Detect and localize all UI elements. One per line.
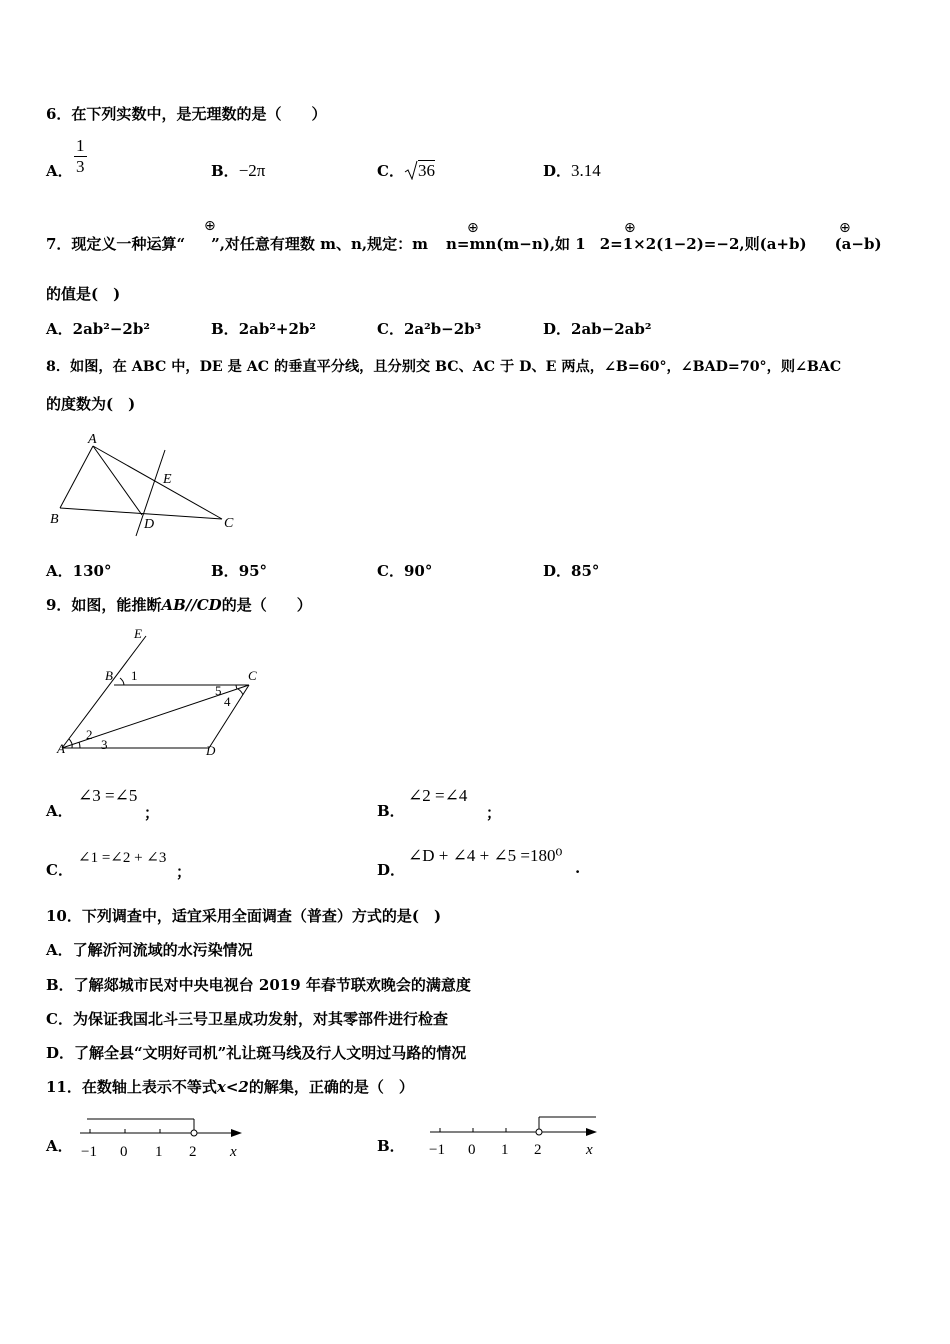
q6-stem: 6．在下列实数中，是无理数的是（ ） bbox=[46, 105, 327, 123]
q9-option-b-label: B． bbox=[377, 802, 405, 820]
q8-option-c-value: 90° bbox=[403, 562, 433, 580]
oplus-icon: ⊕ bbox=[204, 218, 216, 234]
q10-option-d[interactable]: D．了解全县“文明好司机”礼让斑马线及行人文明过马路的情况 bbox=[46, 1044, 467, 1062]
q8-option-a-value: 130° bbox=[72, 562, 112, 580]
q7-option-a[interactable] bbox=[46, 318, 150, 339]
q9-stem-math: AB//CD bbox=[161, 596, 222, 614]
q6-option-a[interactable] bbox=[46, 160, 73, 181]
q7-stem bbox=[46, 233, 882, 254]
point-label-d: D bbox=[206, 743, 216, 758]
point-label-a: A bbox=[57, 741, 65, 756]
q7-stem-part5: (a−b) bbox=[834, 235, 882, 253]
q6-option-a-label: A． bbox=[46, 162, 73, 180]
tick-label-neg1: −1 bbox=[429, 1142, 445, 1158]
q6-option-c[interactable] bbox=[377, 160, 435, 181]
q7-option-d[interactable] bbox=[543, 318, 651, 339]
q10-option-a[interactable]: A．了解沂河流域的水污染情况 bbox=[46, 941, 253, 959]
q8-option-b-value: 95° bbox=[238, 562, 268, 580]
q7-option-d-label: D． bbox=[543, 320, 572, 338]
q9-parallelogram-figure bbox=[46, 628, 266, 760]
oplus-icon: ⊕ bbox=[839, 220, 851, 236]
q11-option-a-label: A． bbox=[46, 1137, 73, 1155]
axis-variable-label: x bbox=[230, 1144, 237, 1160]
q9-stem-pre: 9．如图，能推断 bbox=[46, 596, 162, 614]
q7-option-c-value: 2a²b−2b³ bbox=[403, 320, 482, 338]
q9-stem-post: 的是（ ） bbox=[221, 596, 312, 614]
angle-label-3: 3 bbox=[101, 737, 108, 752]
q7-stem-part4: 2=1×2(1−2)=−2,则(a+b) bbox=[599, 235, 807, 253]
angle-label-5: 5 bbox=[215, 683, 222, 698]
q6-option-d-label: D． bbox=[543, 162, 572, 180]
q8-option-d[interactable] bbox=[543, 560, 599, 581]
q8-option-a[interactable] bbox=[46, 560, 111, 581]
fraction-numerator: 1 bbox=[76, 136, 85, 155]
axis-variable-label: x bbox=[586, 1142, 593, 1158]
q7-stem-part1: 7．现定义一种运算“ bbox=[46, 235, 186, 253]
radicand: 36 bbox=[417, 161, 435, 180]
q8-option-b[interactable] bbox=[211, 560, 267, 581]
tick-label-2: 2 bbox=[534, 1142, 542, 1158]
q6-option-d[interactable] bbox=[543, 160, 601, 181]
q6-option-b[interactable] bbox=[211, 160, 265, 181]
q7-stem-line2: 的值是( ) bbox=[46, 285, 121, 303]
q6-option-d-value: 3.14 bbox=[571, 161, 601, 180]
q9-option-c[interactable] bbox=[46, 859, 73, 880]
oplus-icon: ⊕ bbox=[467, 220, 479, 236]
q11-stem-post: 的解集，正确的是（ ） bbox=[248, 1078, 414, 1096]
q9-option-b-value: ∠2 =∠4 bbox=[408, 786, 468, 805]
tick-label-1: 1 bbox=[501, 1142, 509, 1158]
q6-option-b-label: B． bbox=[211, 162, 239, 180]
q7-option-a-label: A． bbox=[46, 320, 73, 338]
q6-option-b-value: −2π bbox=[238, 161, 266, 180]
angle-label-4: 4 bbox=[224, 694, 231, 709]
q7-option-c[interactable] bbox=[377, 318, 481, 339]
q9-option-c-value: ∠1 =∠2 + ∠3 bbox=[78, 850, 167, 866]
q9-option-a-value: ∠3 =∠5 bbox=[78, 786, 138, 805]
q10-stem: 10．下列调查中，适宜采用全面调查（普查）方式的是( ) bbox=[46, 907, 442, 925]
q10-option-c[interactable]: C．为保证我国北斗三号卫星成功发射，对其零部件进行检查 bbox=[46, 1010, 448, 1028]
q9-option-d-value: ∠D + ∠4 + ∠5 =180⁰ bbox=[408, 846, 563, 865]
tick-label-2: 2 bbox=[189, 1144, 197, 1160]
q8-option-d-label: D． bbox=[543, 562, 572, 580]
q11-stem-pre: 11．在数轴上表示不等式 bbox=[46, 1078, 217, 1096]
q6-option-c-label: C． bbox=[377, 162, 404, 180]
q8-option-c-label: C． bbox=[377, 562, 404, 580]
q9-option-a-tail: ； bbox=[144, 804, 160, 822]
sqrt-expression bbox=[404, 161, 435, 181]
q7-option-d-value: 2ab−2ab² bbox=[571, 320, 652, 338]
q9-option-d-tail: . bbox=[575, 859, 581, 877]
q9-stem bbox=[46, 594, 312, 615]
radical-sign-icon bbox=[404, 160, 418, 180]
q7-stem-part3: n=mn(m−n),如 1 bbox=[446, 235, 586, 253]
oplus-icon: ⊕ bbox=[624, 220, 636, 236]
q11-option-a[interactable] bbox=[46, 1135, 73, 1156]
point-label-c: C bbox=[248, 668, 257, 683]
q11-stem-math: x<2 bbox=[216, 1078, 249, 1096]
q8-triangle-figure bbox=[46, 428, 246, 538]
angle-label-1: 1 bbox=[131, 668, 138, 683]
fraction-denominator: 3 bbox=[76, 157, 85, 176]
point-label-b: B bbox=[50, 512, 59, 527]
q9-option-c-label: C． bbox=[46, 861, 73, 879]
q9-option-a-label: A． bbox=[46, 802, 73, 820]
q8-option-c[interactable] bbox=[377, 560, 432, 581]
q7-option-a-value: 2ab²−2b² bbox=[72, 320, 150, 338]
q11-option-b-number-line bbox=[424, 1108, 604, 1158]
tick-label-1: 1 bbox=[155, 1144, 163, 1160]
q9-option-c-tail: ； bbox=[176, 863, 192, 881]
q11-stem bbox=[46, 1076, 414, 1097]
point-label-c: C bbox=[224, 516, 234, 531]
q10-option-b[interactable]: B．了解郯城市民对中央电视台 2019 年春节联欢晚会的满意度 bbox=[46, 976, 471, 994]
tick-label-0: 0 bbox=[120, 1144, 128, 1160]
q8-stem: 8．如图，在 ABC 中，DE 是 AC 的垂直平分线，且分别交 BC、AC 于 D、E 两点，∠B=60°，∠BAD=70°，则∠BAC bbox=[46, 359, 842, 375]
q9-option-d-label: D． bbox=[377, 861, 406, 879]
q11-option-b-label: B． bbox=[377, 1137, 405, 1155]
q7-option-b[interactable] bbox=[211, 318, 316, 339]
q9-option-b[interactable] bbox=[377, 800, 405, 821]
q9-option-d[interactable] bbox=[377, 859, 405, 880]
q7-option-c-label: C． bbox=[377, 320, 404, 338]
q8-stem-line2: 的度数为( ) bbox=[46, 395, 136, 413]
q8-option-b-label: B． bbox=[211, 562, 239, 580]
q11-option-a-number-line bbox=[74, 1112, 254, 1162]
angle-label-2: 2 bbox=[86, 727, 93, 742]
point-label-b: B bbox=[105, 668, 113, 683]
q9-option-b-tail: ； bbox=[486, 804, 502, 822]
q11-option-b[interactable] bbox=[377, 1135, 405, 1156]
point-label-e: E bbox=[163, 472, 172, 487]
point-label-e: E bbox=[134, 628, 142, 641]
q7-stem-part2: ”,对任意有理数 m、n,规定：m bbox=[211, 235, 429, 253]
q9-option-a[interactable] bbox=[46, 800, 73, 821]
point-label-a: A bbox=[88, 432, 97, 447]
tick-label-0: 0 bbox=[468, 1142, 476, 1158]
q8-option-a-label: A． bbox=[46, 562, 73, 580]
tick-label-neg1: −1 bbox=[81, 1144, 97, 1160]
q8-option-d-value: 85° bbox=[571, 562, 600, 580]
q7-option-b-label: B． bbox=[211, 320, 239, 338]
q7-option-b-value: 2ab²+2b² bbox=[238, 320, 316, 338]
q6-option-a-fraction bbox=[74, 136, 87, 177]
point-label-d: D bbox=[144, 517, 155, 532]
